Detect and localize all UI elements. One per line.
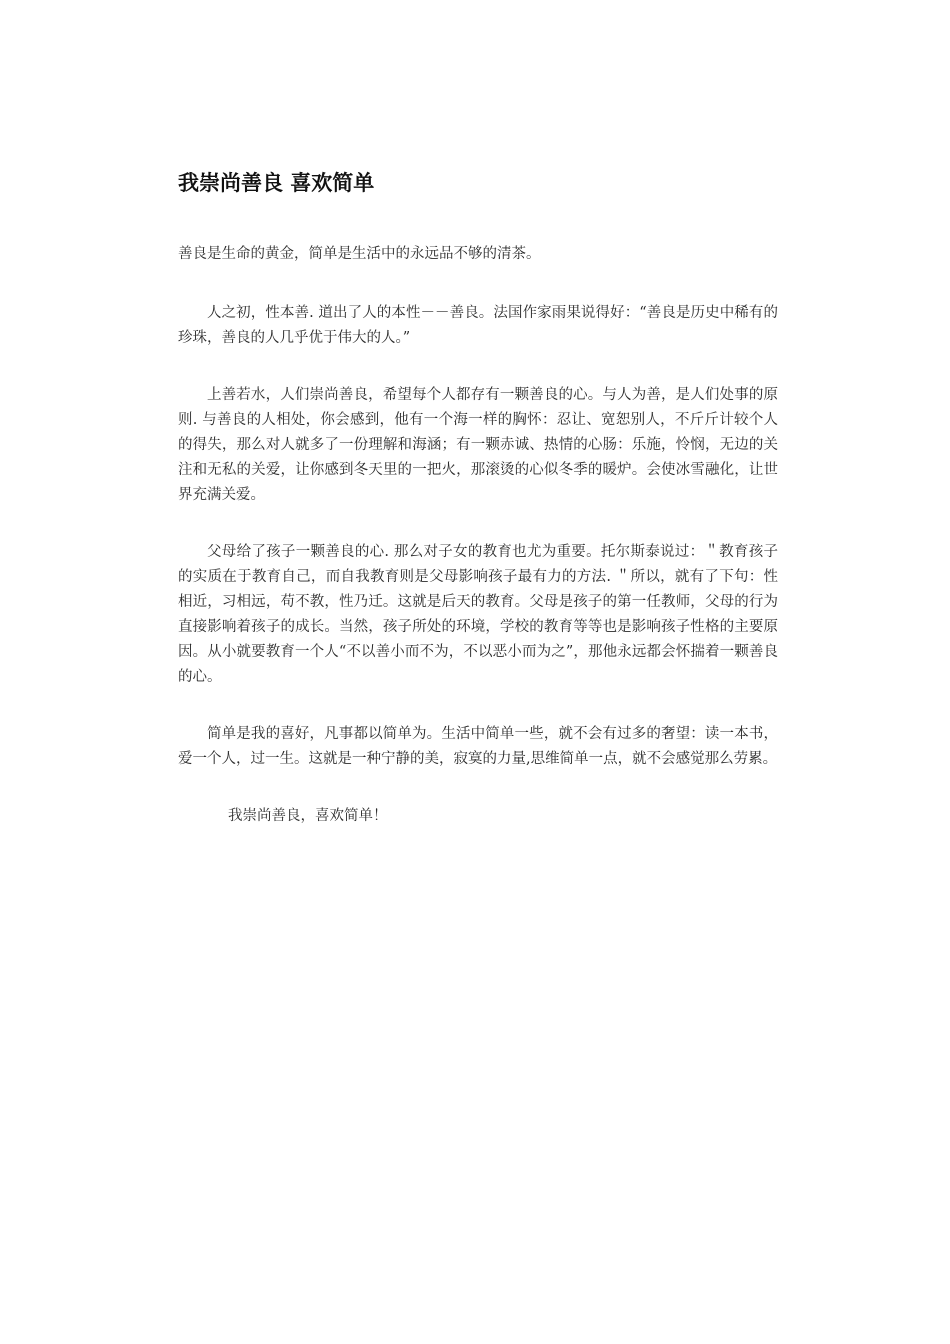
closing-line: 我崇尚善良，喜欢简单！: [228, 808, 388, 824]
paragraph-2: 上善若水，人们崇尚善良，希望每个人都存有一颗善良的心。与人为善，是人们处事的原则. 与善良的人相处，你会感到，他有一个海一样的胸怀：忍让、宽恕别人，不斤斤计较个人的得失，那么对人就多了一份理解和海涵；有一颗赤诚、热情的心肠：乐施，怜悯，无边的关注和无私的关爱，让你感到冬天里的一把火，那滚烫的心似冬季的暖炉。会使冰雪融化，让世界充满关爱。: [178, 387, 778, 503]
document-title: 我崇尚善良 喜欢简单: [178, 171, 375, 195]
paragraph-4: 简单是我的喜好，凡事都以简单为。生活中简单一些，就不会有过多的奢望：读一本书，爱一个人，过一生。这就是一种宁静的美，寂寞的力量,思维简单一点，就不会感觉那么劳累。: [178, 726, 778, 767]
paragraph-1: 人之初，性本善. 道出了人的本性－－善良。法国作家雨果说得好：“善良是历史中稀有的珍珠，善良的人几乎优于伟大的人。”: [178, 305, 778, 346]
document-body: [178, 168, 778, 829]
intro-paragraph: 善良是生命的黄金，简单是生活中的永远品不够的清茶。: [178, 246, 541, 262]
paragraph-3: 父母给了孩子一颗善良的心. 那么对子女的教育也尤为重要。托尔斯泰说过：＂教育孩子的实质在于教育自己，而自我教育则是父母影响孩子最有力的方法. ＂所以，就有了下句：性相近，习相远，苟不教，性乃迁。这就是后天的教育。父母是孩子的第一任教师，父母的行为直接影响着孩子的成长。当然，孩子所处的环境，学校的教育等等也是影响孩子性格的主要原因。从小就要教育一个人“不以善小而不为，不以恶小而为之”，那他永远都会怀揣着一颗善良的心。: [178, 544, 778, 685]
